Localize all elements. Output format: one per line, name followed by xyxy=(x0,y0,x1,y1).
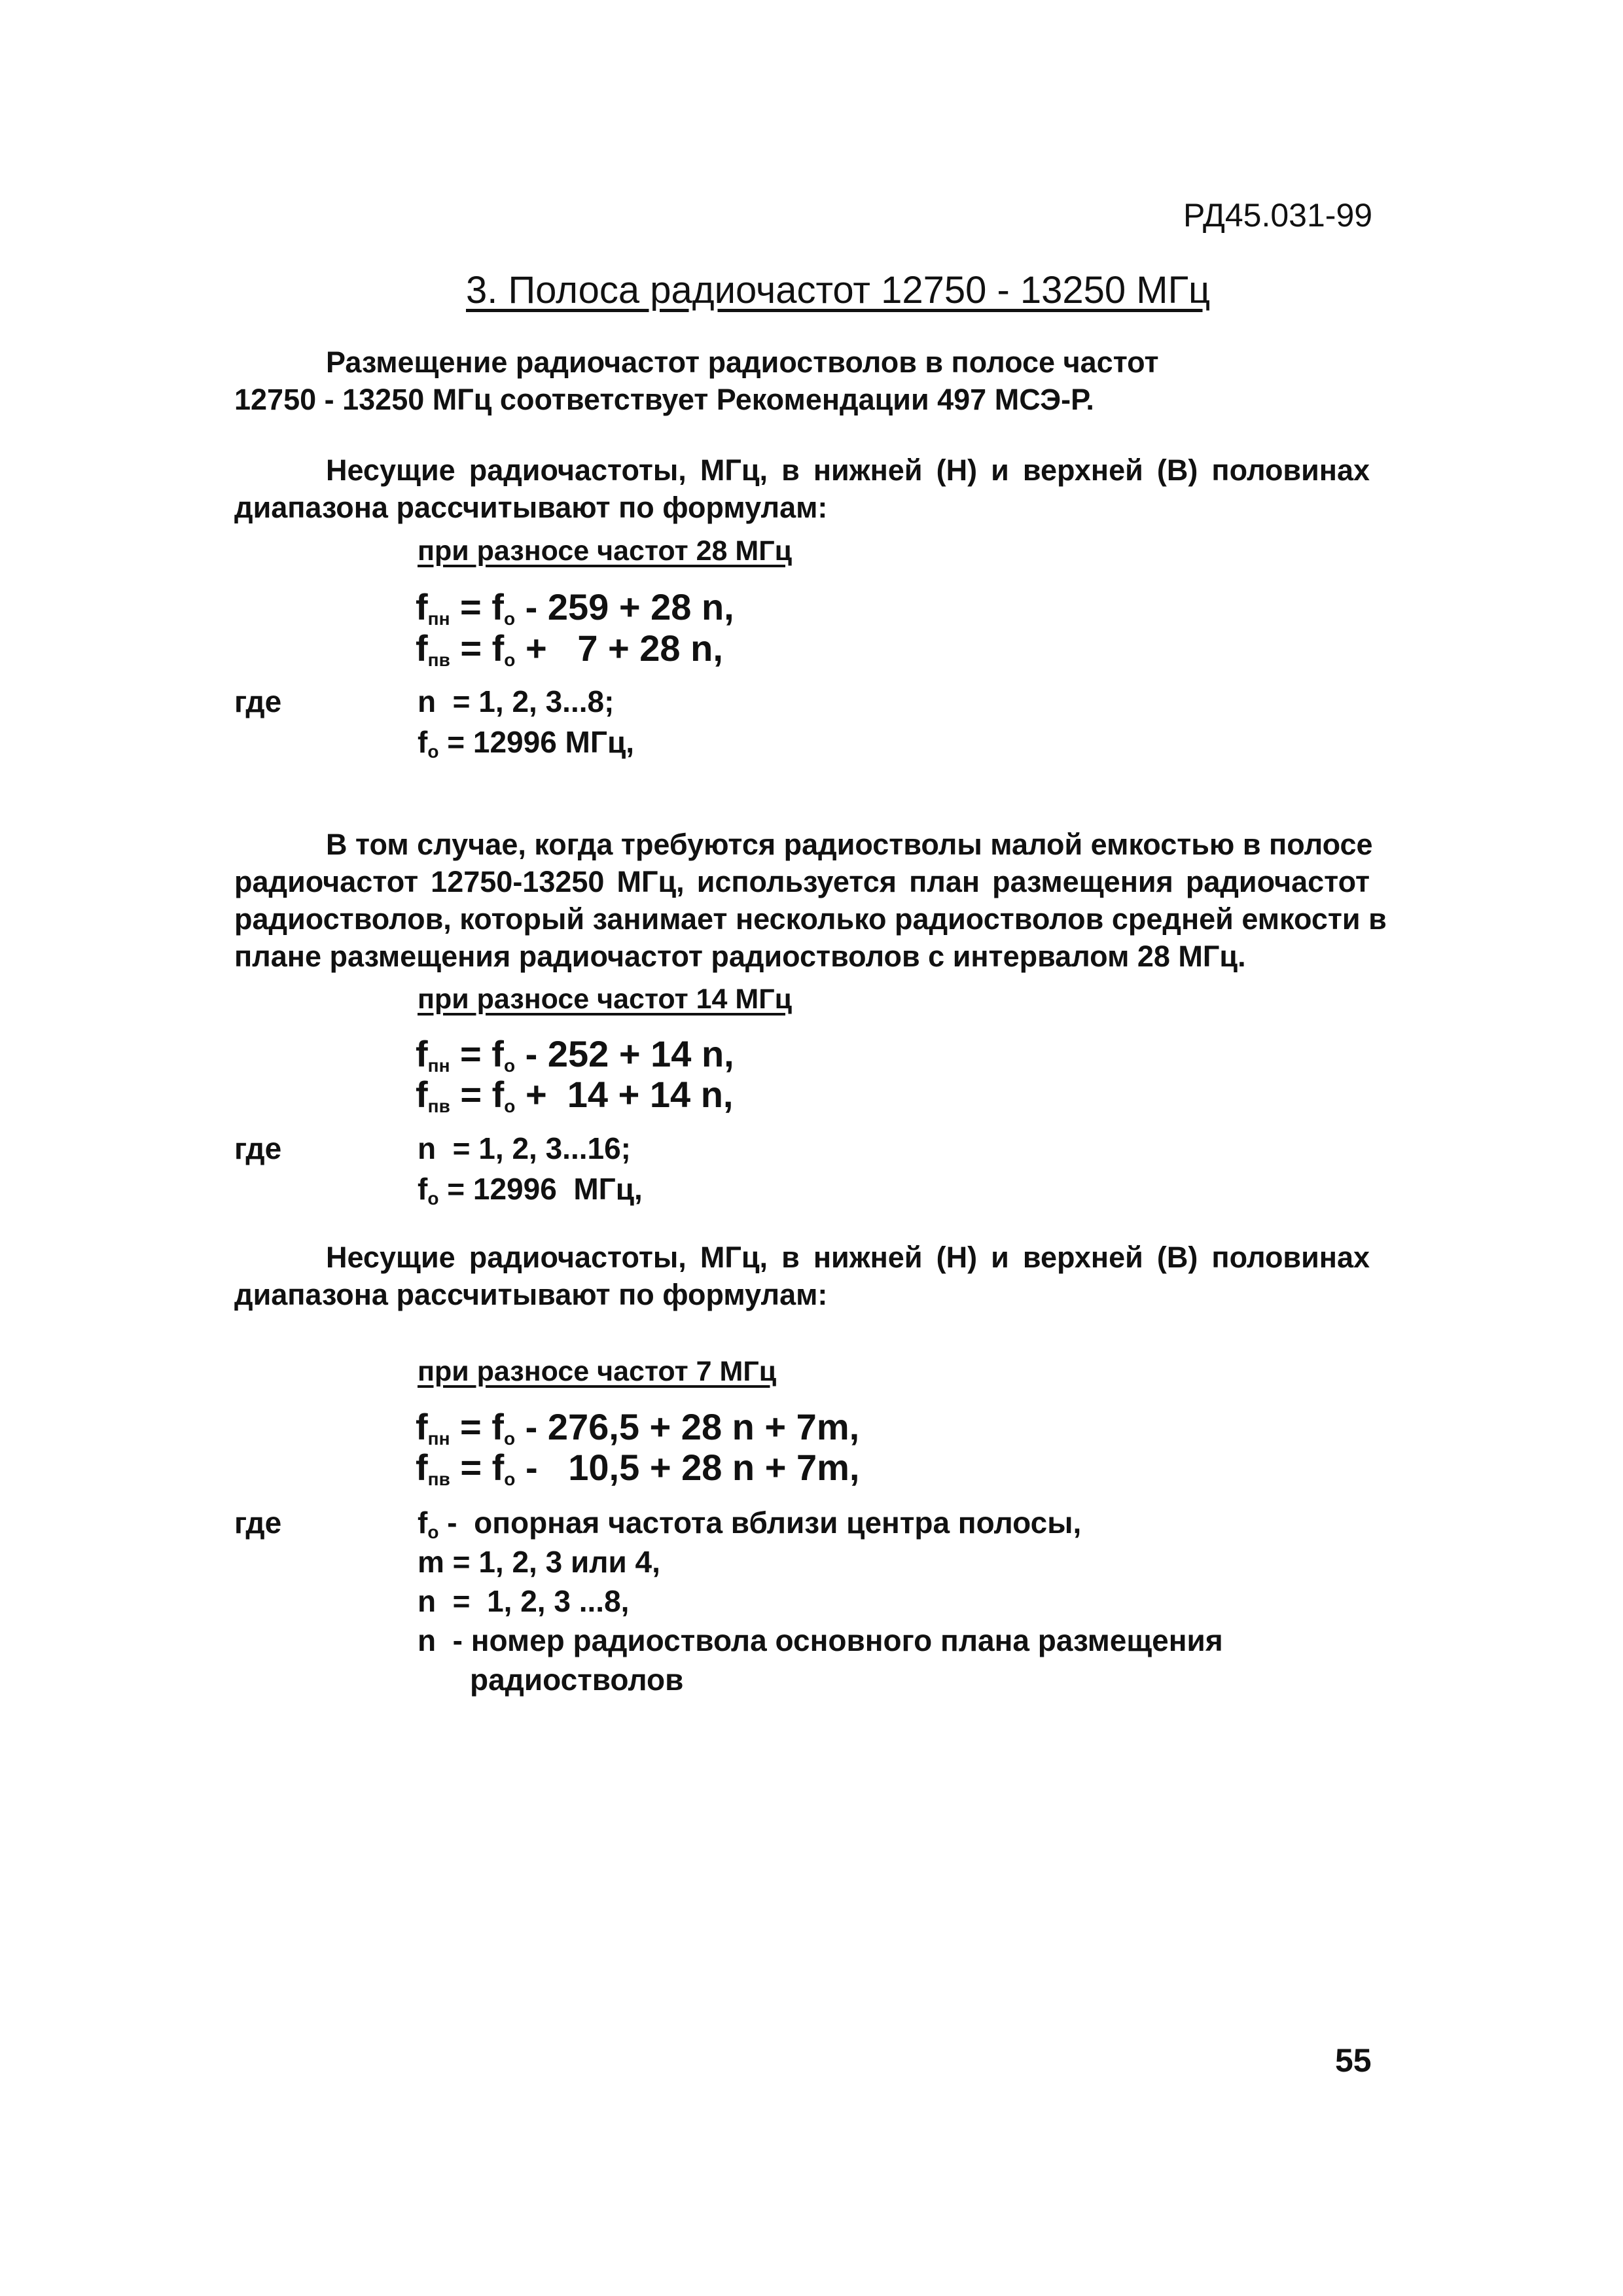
block-3-fo-definition: $f_o$ - опорная частота вблизи центра полосы, xyxy=(418,1506,1082,1542)
block-2-formula-lower: $f_{пн} = f_o - 252 + 14$ n, xyxy=(416,1033,734,1076)
paragraph-2-line-2: диапазона рассчитывают по формулам: xyxy=(234,491,828,524)
paragraph-2 xyxy=(234,451,1370,526)
paragraph-3-line-2: радиочастот 12750-13250 МГц, используется план размещения радиочастот xyxy=(234,865,1370,898)
block-3-n-description-cont: радиостволов xyxy=(470,1663,684,1697)
page-number: 55 xyxy=(1335,2042,1372,2079)
block-1-formula-lower: $f_{пн} = f_o - 259 + 28$ n, xyxy=(416,586,734,629)
block-1-subtitle: при разносе частот 28 МГц xyxy=(418,535,793,567)
block-3-where-label: где xyxy=(234,1506,282,1540)
block-3-formula-upper: $f_{пв} = f_o - 10,5 + 28$ n + 7m, xyxy=(416,1447,860,1489)
paragraph-4 xyxy=(234,1239,1370,1313)
block-2-formula-upper: $f_{пв} = f_o + 14 + 14$ n, xyxy=(416,1074,734,1116)
paragraph-1-line-1: Размещение радиочастот радиостволов в полосе частот xyxy=(326,345,1159,379)
paragraph-3-line-1: В том случае, когда требуются радиостволы малой емкостью в полосе xyxy=(326,828,1373,861)
paragraph-1 xyxy=(234,344,1159,418)
paragraph-3-line-3: радиостволов, который занимает несколько радиостволов средней емкости в xyxy=(234,902,1387,936)
block-1-fo-definition: $f_o = 12996$ МГц, xyxy=(418,725,635,762)
block-1-where-label: где xyxy=(234,684,282,718)
paragraph-2-line-1: Несущие радиочастоты, МГц, в нижней (Н) и верхней (В) половинах xyxy=(326,453,1370,487)
paragraph-4-line-1: Несущие радиочастоты, МГц, в нижней (Н) и верхней (В) половинах xyxy=(326,1241,1370,1274)
block-3-formula-lower: $f_{пн} = f_o - 276,5 + 28$ n + 7m, xyxy=(416,1406,860,1449)
block-1-n-definition: n = 1, 2, 3...8; xyxy=(418,684,615,718)
section-title: 3. Полоса радиочастот 12750 - 13250 МГц xyxy=(466,269,1211,311)
paragraph-4-line-2: диапазона рассчитывают по формулам: xyxy=(234,1278,828,1311)
paragraph-3 xyxy=(234,826,1387,975)
block-2-subtitle: при разносе частот 14 МГц xyxy=(418,983,793,1015)
block-1-formula-upper: $f_{пв} = f_o + 7 + 28$ n, xyxy=(416,627,723,670)
block-3-subtitle: при разносе частот 7 МГц xyxy=(418,1356,777,1387)
block-2-n-definition: n = 1, 2, 3...16; xyxy=(418,1131,631,1165)
block-3-n-description: n - номер радиоствола основного плана размещения xyxy=(418,1623,1223,1657)
paragraph-1-line-2: 12750 - 13250 МГц соответствует Рекомендации 497 МСЭ-Р. xyxy=(234,383,1094,416)
paragraph-3-line-4: плане размещения радиочастот радиостволов с интервалом 28 МГц. xyxy=(234,940,1246,973)
block-3-m-definition: m = 1, 2, 3 или 4, xyxy=(418,1545,660,1579)
block-2-where-label: где xyxy=(234,1131,282,1165)
document-code: РД45.031-99 xyxy=(1183,197,1373,234)
block-2-fo-definition: $f_o = 12996$ МГц, xyxy=(418,1172,643,1209)
block-3-n-definition: n = 1, 2, 3 ...8, xyxy=(418,1584,630,1618)
